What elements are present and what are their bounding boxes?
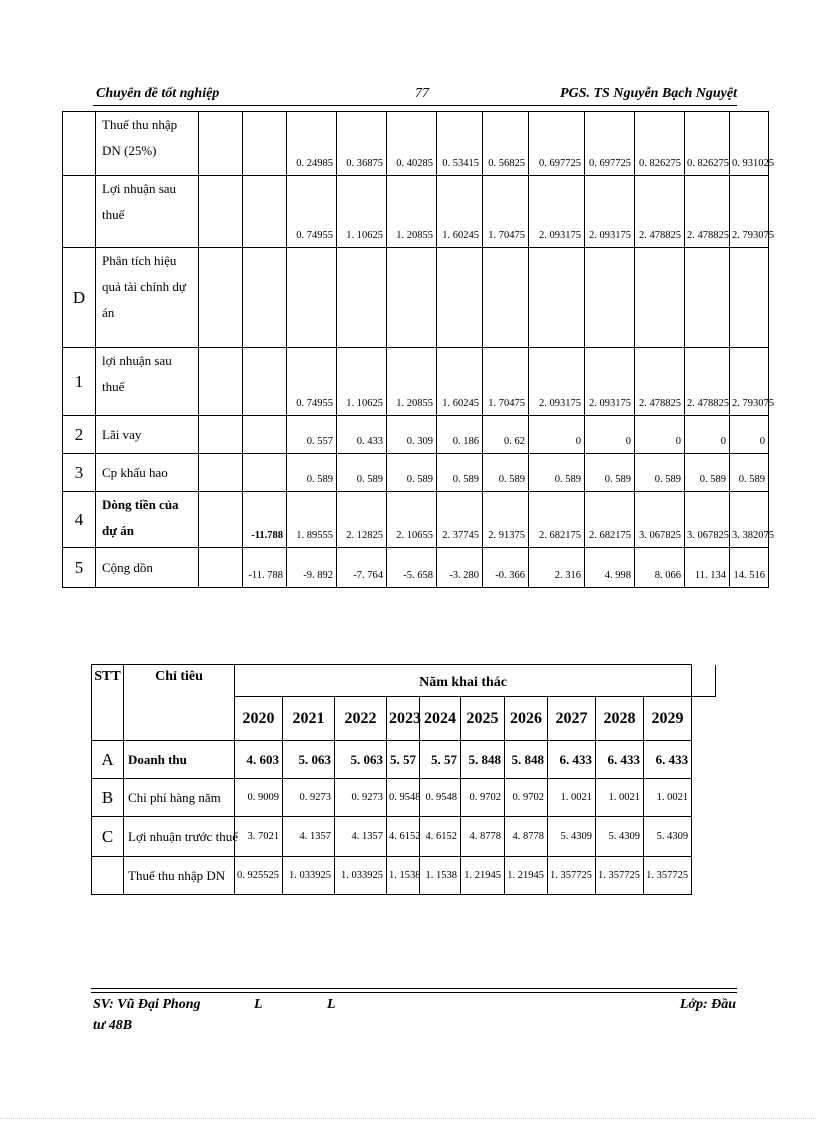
value-cell: 0. 589 <box>585 454 635 492</box>
stt-cell <box>92 857 124 895</box>
value-cell: 1. 21945 <box>461 857 505 895</box>
value-cell: 0. 589 <box>483 454 529 492</box>
value-cell: 1. 70475 <box>483 348 529 416</box>
empty-cell <box>692 779 716 817</box>
value-cell <box>243 416 287 454</box>
value-cell: 1. 1538 <box>420 857 461 895</box>
value-cell: 4. 8778 <box>461 817 505 857</box>
value-cell: 0. 36875 <box>337 112 387 176</box>
value-cell <box>437 248 483 348</box>
year-header: 2020 <box>235 697 283 741</box>
value-cell: 0. 589 <box>287 454 337 492</box>
indicator-header: Chỉ tiêu <box>124 665 235 741</box>
value-cell: 4. 6152 <box>420 817 461 857</box>
value-cell: 1. 033925 <box>335 857 387 895</box>
stt-header: STT <box>92 665 124 741</box>
value-cell: 0. 9273 <box>335 779 387 817</box>
label-cell: Dòng tiền của dự án <box>96 492 199 548</box>
stt-cell: 5 <box>63 548 96 588</box>
value-cell: 0. 433 <box>337 416 387 454</box>
value-cell: -3. 280 <box>437 548 483 588</box>
stt-cell: B <box>92 779 124 817</box>
stt-cell: 4 <box>63 492 96 548</box>
value-cell: 4. 6152 <box>387 817 420 857</box>
value-cell: 4. 1357 <box>335 817 387 857</box>
table-row <box>63 416 769 454</box>
label-cell: Lợi nhuận trước thuế <box>124 817 235 857</box>
value-cell: 0 <box>529 416 585 454</box>
value-cell: 0 <box>585 416 635 454</box>
value-cell: 1. 89555 <box>287 492 337 548</box>
value-cell: -7. 764 <box>337 548 387 588</box>
value-cell <box>585 248 635 348</box>
value-cell: 0. 826275 <box>635 112 685 176</box>
value-cell <box>730 248 769 348</box>
header-title: Chuyên đề tốt nghiệp <box>96 86 220 101</box>
value-cell: 5. 4309 <box>644 817 692 857</box>
value-cell: 2. 10655 <box>387 492 437 548</box>
value-cell: 1. 0021 <box>596 779 644 817</box>
page-header <box>93 84 737 106</box>
value-cell: 14. 516 <box>730 548 769 588</box>
label-cell: Cp khấu hao <box>96 454 199 492</box>
value-cell: 0. 309 <box>387 416 437 454</box>
stt-cell: 3 <box>63 454 96 492</box>
empty-cell <box>199 112 243 176</box>
footer-rule <box>91 988 737 989</box>
value-cell: 5. 4309 <box>596 817 644 857</box>
value-cell <box>387 248 437 348</box>
value-cell <box>243 248 287 348</box>
value-cell: 0. 9548 <box>387 779 420 817</box>
footer-student: SV: Vũ Đại Phong <box>93 997 201 1012</box>
stt-cell <box>63 112 96 176</box>
value-cell: 0. 589 <box>437 454 483 492</box>
empty-cell <box>692 857 716 895</box>
value-cell: 1. 20855 <box>387 348 437 416</box>
value-cell: 5. 063 <box>283 741 335 779</box>
value-cell: 0. 9702 <box>505 779 548 817</box>
stt-cell: 1 <box>63 348 96 416</box>
value-cell: 0. 62 <box>483 416 529 454</box>
value-cell: 0. 9273 <box>283 779 335 817</box>
value-cell: 0. 589 <box>730 454 769 492</box>
table-row <box>63 348 769 416</box>
table-row <box>63 248 769 348</box>
value-cell: 0. 40285 <box>387 112 437 176</box>
label-cell: lợi nhuận sau thuế <box>96 348 199 416</box>
value-cell: 2. 12825 <box>337 492 387 548</box>
year-header: 2028 <box>596 697 644 741</box>
value-cell: 1. 033925 <box>283 857 335 895</box>
value-cell: 0. 557 <box>287 416 337 454</box>
empty-cell <box>692 817 716 857</box>
value-cell: 2. 316 <box>529 548 585 588</box>
empty-cell <box>199 416 243 454</box>
value-cell: 2. 478825 <box>685 176 730 248</box>
value-cell: 0. 589 <box>337 454 387 492</box>
value-cell <box>243 112 287 176</box>
label-cell: Lãi vay <box>96 416 199 454</box>
value-cell: 8. 066 <box>635 548 685 588</box>
value-cell: 4. 1357 <box>283 817 335 857</box>
table-row <box>92 857 716 895</box>
value-cell: 0. 697725 <box>585 112 635 176</box>
stt-cell: D <box>63 248 96 348</box>
value-cell <box>287 248 337 348</box>
value-cell: 0 <box>635 416 685 454</box>
value-cell <box>243 176 287 248</box>
value-cell: 2. 91375 <box>483 492 529 548</box>
value-cell <box>243 348 287 416</box>
value-cell: 2. 682175 <box>585 492 635 548</box>
year-header: 2029 <box>644 697 692 741</box>
page-bottom-dots <box>0 1118 816 1119</box>
table-row <box>63 176 769 248</box>
value-cell: 3. 7021 <box>235 817 283 857</box>
value-cell: -5. 658 <box>387 548 437 588</box>
label-cell: Chi phí hàng năm <box>124 779 235 817</box>
value-cell: 1. 0021 <box>644 779 692 817</box>
value-cell: 0. 9548 <box>420 779 461 817</box>
footer-student-line2: tư 48B <box>93 1018 133 1033</box>
footer-mark-1: L <box>254 997 263 1012</box>
year-header: 2027 <box>548 697 596 741</box>
stt-cell: C <box>92 817 124 857</box>
value-cell: 1. 10625 <box>337 176 387 248</box>
stt-cell: 2 <box>63 416 96 454</box>
value-cell: 2. 793075 <box>730 348 769 416</box>
year-header: 2026 <box>505 697 548 741</box>
stt-cell: A <box>92 741 124 779</box>
value-cell: 2. 682175 <box>529 492 585 548</box>
cashflow-table <box>62 111 774 588</box>
value-cell: 0 <box>685 416 730 454</box>
value-cell: 2. 093175 <box>585 348 635 416</box>
value-cell: 5. 063 <box>335 741 387 779</box>
empty-cell <box>199 548 243 588</box>
value-cell: 3. 067825 <box>685 492 730 548</box>
value-cell: 0. 9009 <box>235 779 283 817</box>
value-cell: 1. 70475 <box>483 176 529 248</box>
footer-class: Lớp: Đầu <box>679 997 736 1012</box>
header-rule <box>93 105 737 106</box>
value-cell: 0. 589 <box>529 454 585 492</box>
value-cell: 2. 093175 <box>529 348 585 416</box>
value-cell: 0. 56825 <box>483 112 529 176</box>
header-author: PGS. TS Nguyễn Bạch Nguyệt <box>560 86 737 101</box>
value-cell <box>635 248 685 348</box>
value-cell: 0. 24985 <box>287 112 337 176</box>
value-cell: 0. 589 <box>387 454 437 492</box>
table-row <box>92 817 716 857</box>
value-cell: 6. 433 <box>596 741 644 779</box>
value-cell: 0. 589 <box>635 454 685 492</box>
value-cell <box>243 454 287 492</box>
value-cell: 5. 848 <box>505 741 548 779</box>
value-cell <box>337 248 387 348</box>
value-cell: 2. 478825 <box>635 348 685 416</box>
year-header: 2024 <box>420 697 461 741</box>
value-cell: -11.788 <box>243 492 287 548</box>
value-cell: 2. 478825 <box>635 176 685 248</box>
footer-mark-2: L <box>327 997 336 1012</box>
years-header: Năm khai thác <box>235 665 692 697</box>
value-cell: 3. 382075 <box>730 492 769 548</box>
empty-cell <box>199 176 243 248</box>
value-cell: 5. 848 <box>461 741 505 779</box>
footer-rule-thin <box>91 992 737 993</box>
value-cell: 5. 57 <box>420 741 461 779</box>
empty-cell <box>199 454 243 492</box>
value-cell: 1. 0021 <box>548 779 596 817</box>
value-cell: 2. 37745 <box>437 492 483 548</box>
value-cell: 1. 60245 <box>437 176 483 248</box>
value-cell: 1. 21945 <box>505 857 548 895</box>
stt-cell <box>63 176 96 248</box>
value-cell: 0. 74955 <box>287 176 337 248</box>
value-cell: 4. 998 <box>585 548 635 588</box>
empty-cell <box>199 248 243 348</box>
value-cell: 0. 931025 <box>730 112 769 176</box>
value-cell: 2. 478825 <box>685 348 730 416</box>
label-cell: Lợi nhuận sau thuế <box>96 176 199 248</box>
year-header: 2023 <box>387 697 420 741</box>
value-cell: 5. 57 <box>387 741 420 779</box>
value-cell: 1. 357725 <box>596 857 644 895</box>
value-cell <box>483 248 529 348</box>
value-cell: 0. 53415 <box>437 112 483 176</box>
empty-cell <box>199 492 243 548</box>
value-cell <box>529 248 585 348</box>
value-cell: 1. 357725 <box>644 857 692 895</box>
value-cell: 0. 826275 <box>685 112 730 176</box>
value-cell: 11. 134 <box>685 548 730 588</box>
table-row <box>92 741 716 779</box>
year-header: 2025 <box>461 697 505 741</box>
value-cell: 2. 093175 <box>585 176 635 248</box>
empty-cell <box>692 697 716 741</box>
label-cell: Thuế thu nhập DN (25%) <box>96 112 199 176</box>
value-cell: 6. 433 <box>548 741 596 779</box>
value-cell: 0. 589 <box>685 454 730 492</box>
table-row <box>63 112 769 176</box>
value-cell: 4. 8778 <box>505 817 548 857</box>
label-cell: Thuế thu nhập DN <box>124 857 235 895</box>
table-row <box>63 492 769 548</box>
empty-cell <box>199 348 243 416</box>
table-row <box>63 454 769 492</box>
label-cell: Phân tích hiệu quả tài chính dự án <box>96 248 199 348</box>
value-cell: 4. 603 <box>235 741 283 779</box>
value-cell: 0. 925525 <box>235 857 283 895</box>
table-row <box>63 548 769 588</box>
value-cell: 1. 20855 <box>387 176 437 248</box>
revenue-table <box>91 664 716 895</box>
label-cell: Cộng dồn <box>96 548 199 588</box>
value-cell: 0. 186 <box>437 416 483 454</box>
value-cell: 3. 067825 <box>635 492 685 548</box>
value-cell: -0. 366 <box>483 548 529 588</box>
value-cell: 0. 74955 <box>287 348 337 416</box>
value-cell: -11. 788 <box>243 548 287 588</box>
year-header: 2021 <box>283 697 335 741</box>
empty-cell <box>692 741 716 779</box>
value-cell: -9. 892 <box>287 548 337 588</box>
value-cell: 2. 793075 <box>730 176 769 248</box>
table-row <box>92 779 716 817</box>
empty-cell <box>692 665 716 697</box>
value-cell: 0. 697725 <box>529 112 585 176</box>
value-cell: 1. 1538 <box>387 857 420 895</box>
value-cell: 0. 9702 <box>461 779 505 817</box>
value-cell: 1. 60245 <box>437 348 483 416</box>
value-cell: 1. 10625 <box>337 348 387 416</box>
label-cell: Doanh thu <box>124 741 235 779</box>
value-cell: 6. 433 <box>644 741 692 779</box>
value-cell <box>685 248 730 348</box>
value-cell: 0 <box>730 416 769 454</box>
value-cell: 2. 093175 <box>529 176 585 248</box>
value-cell: 1. 357725 <box>548 857 596 895</box>
page-number: 77 <box>415 86 429 101</box>
header-row <box>92 665 716 697</box>
value-cell: 5. 4309 <box>548 817 596 857</box>
year-header: 2022 <box>335 697 387 741</box>
